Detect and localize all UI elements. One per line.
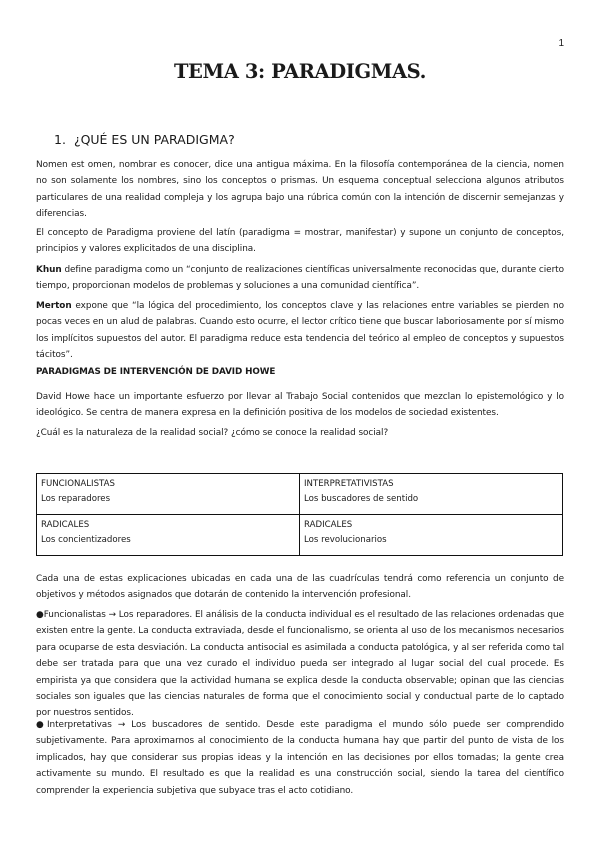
cell-title: RADICALES	[41, 520, 90, 530]
paradigm-table	[36, 473, 563, 556]
table-cell	[37, 515, 300, 556]
page-number: 1	[558, 38, 564, 49]
paragraph-concepto: El concepto de Paradigma proviene del latín (paradigma = mostrar, manifestar) y supone un conjunto de conceptos, principios y valores explicitados de una disciplina.	[36, 228, 564, 255]
paragraph-merton-text: expone que “la lógica del procedimiento, los conceptos clave y las relaciones entre variables se pierden no pocas veces en un alud de palabras. Cuando esto ocurre, el lector crítico tiene que buscar laboriosamente por sí mismo los implícitos supuestos del autor. El paradigma reduce esta tendencia del teórico al empleo de conceptos y supuestos tácitos”.	[36, 301, 564, 361]
paragraph-khun-text: define paradigma como un “conjunto de realizaciones científicas universalmente reconocidas que, durante cierto tiempo, proporcionan modelos de problemas y soluciones a una comunidad científica”.	[36, 265, 564, 292]
table-cell	[300, 474, 563, 515]
paragraph-interpretativas: ●Interpretativas → Los buscadores de sentido. Desde este paradigma el mundo sólo puede ser comprendido subjetivamente. Para aproximarnos al conocimiento de la conducta humana hay que partir del punto de vista de los implicados, hay que considerar sus propias ideas y la intención en las decisiones por ellos tomadas; la gente crea activamente su mundo. El resultado es que la realidad es una construcción social, siendo la tarea del científico comprender la experiencia subjetiva que subyace tras el acto cotidiano.	[36, 720, 564, 796]
paragraph-cuadriculas: Cada una de estas explicaciones ubicadas en cada una de las cuadrículas tendrá como referencia un conjunto de objetivos y métodos asignados que dotarán de contenido la intervención profesional.	[36, 574, 564, 601]
subheading-howe: PARADIGMAS DE INTERVENCIÓN DE DAVID HOWE	[36, 367, 276, 377]
cell-subtitle: Los buscadores de sentido	[304, 493, 419, 504]
table-row	[37, 515, 563, 556]
cell-title: RADICALES	[304, 520, 353, 530]
author-merton: Merton	[36, 301, 72, 311]
paragraph-questions: ¿Cuál es la naturaleza de la realidad social? ¿cómo se conoce la realidad social?	[36, 428, 389, 438]
cell-title: INTERPRETATIVISTAS	[304, 479, 394, 489]
paragraph-khun	[36, 262, 564, 295]
cell-subtitle: Los revolucionarios	[304, 534, 387, 545]
table-cell	[37, 474, 300, 515]
cell-title: FUNCIONALISTAS	[41, 479, 115, 489]
paragraph-funcionalistas: ●Funcionalistas → Los reparadores. El análisis de la conducta individual es el resultado de las relaciones ordenadas que existen entre la gente. La conducta extraviada, desde el funcionalismo, se orienta al uso de los mecanismos necesarios para ocuparse de esta desviación. La conducta antisocial es asimilada a conducta patológica, y al ser referida como tal debe ser tratada para que una vez curado el individuo pueda ser integrado al lugar social del cual procede. Es empirista ya que considera que la actividad humana se explica desde la conducta observable; opinan que las ciencias sociales son iguales que las ciencias naturales de forma que el conocimiento social y conductual parte de lo captado por nuestros sentidos.	[36, 610, 564, 719]
author-khun: Khun	[36, 265, 62, 275]
section-number: 1.	[54, 132, 66, 147]
document-title: TEMA 3: PARADIGMAS.	[173, 60, 427, 83]
paragraph-howe: David Howe hace un importante esfuerzo por llevar al Trabajo Social contenidos que mezclan lo epistemológico y lo ideológico. Se centra de manera expresa en la definición positiva de los modelos de sociedad existentes.	[36, 392, 564, 419]
cell-subtitle: Los reparadores	[41, 493, 111, 504]
section-heading-text: ¿QUÉ ES UN PARADIGMA?	[73, 132, 235, 147]
table-row	[37, 474, 563, 515]
section-heading	[54, 132, 235, 147]
cell-subtitle: Los concientizadores	[41, 534, 131, 545]
paragraph-merton	[36, 298, 564, 364]
paragraph-nomen: Nomen est omen, nombrar es conocer, dice una antigua máxima. En la filosofía contemporánea de la ciencia, nomen no son solamente los nombres, sino los conceptos o prismas. Un esquema conceptual selecciona algunos atributos particulares de una realidad compleja y los agrupa bajo una rúbrica común con la intención de discernir semejanzas y diferencias.	[36, 160, 564, 220]
table-cell	[300, 515, 563, 556]
